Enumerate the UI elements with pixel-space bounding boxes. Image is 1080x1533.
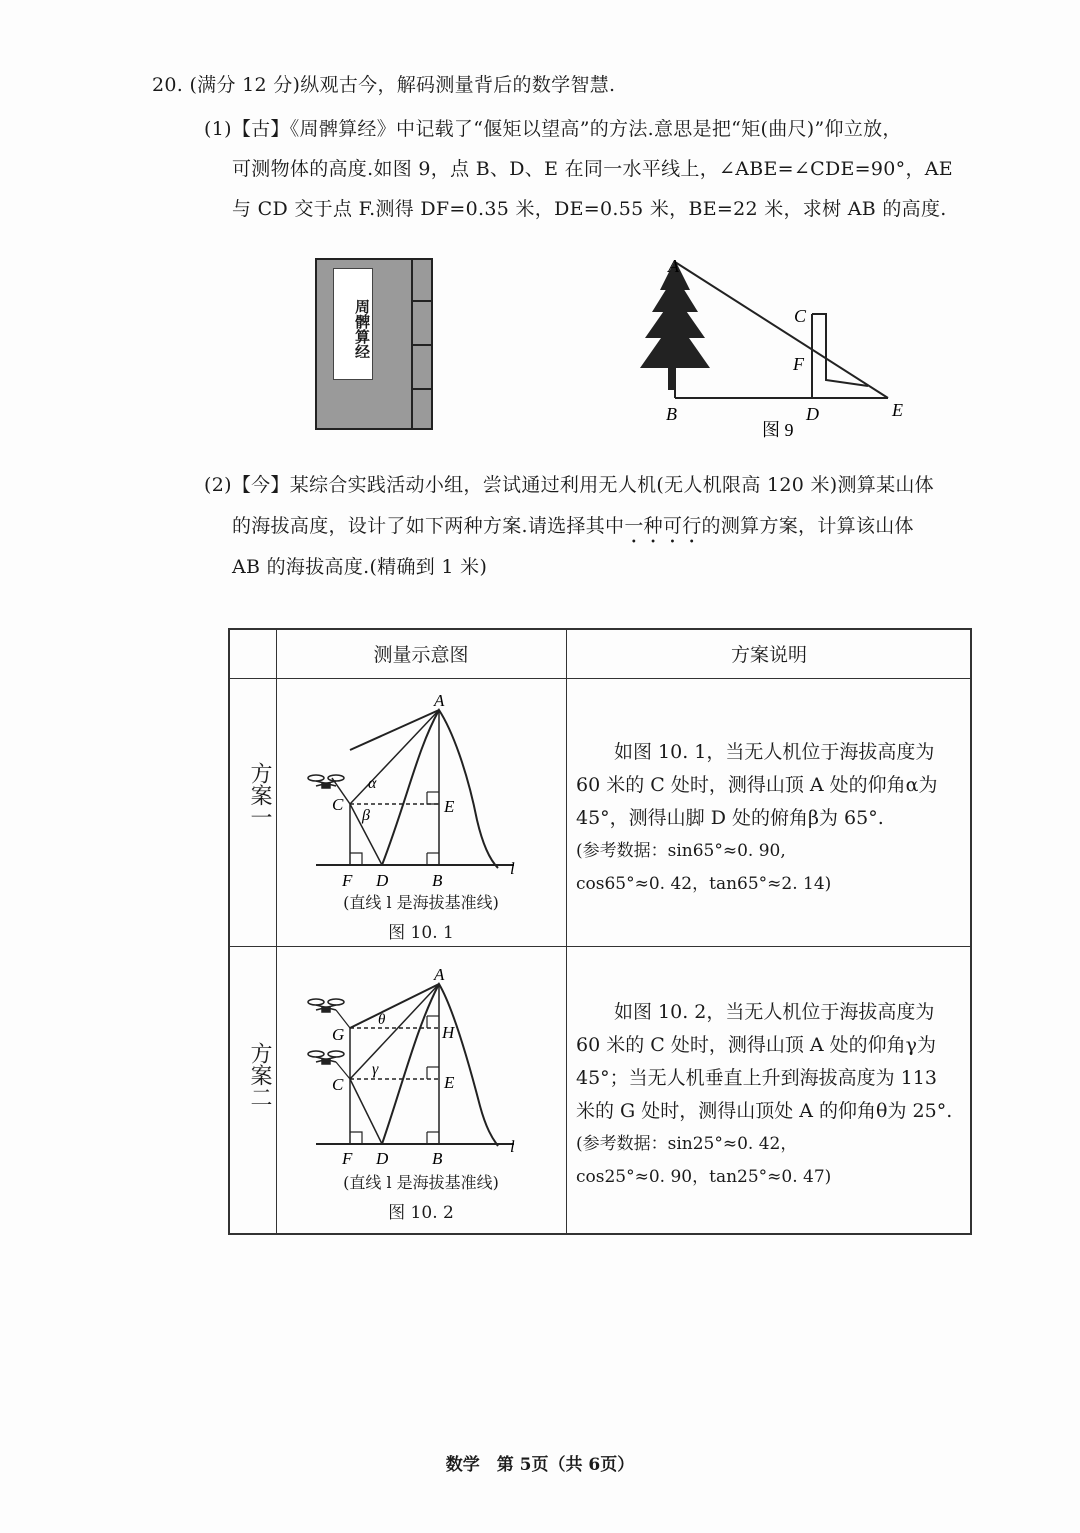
fig10-2-label-G: G — [332, 1025, 345, 1044]
fig10-2-label-C: C — [332, 1075, 344, 1094]
fig10-2-caption: 图 10. 2 — [388, 1203, 454, 1223]
fig10-2-label-A: A — [434, 966, 445, 984]
fig9-caption: 图 9 — [762, 420, 794, 440]
plans-table — [228, 628, 972, 1235]
fig9-label-F: F — [793, 354, 804, 374]
fig10-2-label-theta: θ — [378, 1012, 386, 1028]
plan2-desc-line1: 如图 10. 2，当无人机位于海拔高度为 — [614, 1001, 935, 1023]
fig10-1-label-l: l — [510, 859, 515, 878]
fig10-2-label-l: l — [510, 1137, 515, 1156]
fig10-1-label-F: F — [342, 871, 353, 890]
plan1-description — [576, 736, 961, 901]
plan2-description — [576, 996, 961, 1194]
plan2-label: 方案二 — [247, 1042, 272, 1108]
fig10-1-label-C: C — [332, 795, 344, 814]
part2-line1: (2)【今】某综合实践活动小组，尝试通过利用无人机(无人机限高 120 米)测算某山体 — [204, 474, 934, 496]
figure-10-2 — [302, 966, 552, 1176]
fig10-1-label-alpha: α — [368, 775, 377, 792]
fig10-2-label-gamma: γ — [372, 1061, 379, 1078]
drone-icon — [308, 1051, 344, 1064]
page-footer: 数学 第 5页（共 6页） — [445, 1455, 635, 1475]
plan1-desc-line2: 60 米的 C 处时，测得山顶 A 处的仰角α为 — [576, 774, 938, 796]
plan2-ref-line2: cos25°≈0. 90，tan25°≈0. 47) — [576, 1167, 832, 1187]
fig9-label-C: C — [794, 306, 807, 326]
part1-line3: 与 CD 交于点 F.测得 DF=0.35 米，DE=0.55 米，BE=22 米，求树 AB 的高度. — [232, 198, 947, 220]
header-diagram: 测量示意图 — [373, 644, 469, 666]
book-band — [411, 300, 433, 302]
fig10-1-label-B: B — [432, 871, 443, 890]
plan1-label: 方案一 — [247, 762, 272, 828]
fig10-2-label-D: D — [376, 1149, 389, 1168]
figure-9 — [630, 250, 920, 445]
emphasis-dots-text: 一种可行 — [624, 515, 702, 537]
drone-icon — [308, 775, 344, 788]
drone-icon — [308, 999, 344, 1012]
zhoubi-book-image — [315, 258, 433, 430]
question-number: 20. — [152, 74, 184, 96]
fig10-2-label-E: E — [444, 1073, 455, 1092]
book-band — [411, 388, 433, 390]
fig10-2-label-B: B — [432, 1149, 443, 1168]
plan2-ref-line1: (参考数据：sin25°≈0. 42， — [576, 1134, 798, 1154]
fig10-1-label-beta: β — [362, 807, 370, 824]
table-divider — [566, 630, 567, 1233]
plan1-desc-line1: 如图 10. 1，当无人机位于海拔高度为 — [614, 741, 935, 763]
fig10-2-label-F: F — [342, 1149, 353, 1168]
fig10-2-label-H: H — [442, 1023, 455, 1042]
part1-line1: (1)【古】《周髀算经》中记载了“偃矩以望高”的方法.意思是把“矩(曲尺)”仰立放， — [204, 118, 902, 140]
fig9-label-B: B — [666, 404, 677, 424]
header-description: 方案说明 — [730, 644, 807, 666]
plan1-ref-line2: cos65°≈0. 42，tan65°≈2. 14) — [576, 874, 832, 894]
fig10-1-note: (直线 l 是海拔基准线) — [343, 893, 499, 912]
part2-line2-a: 的海拔高度，设计了如下两种方案.请选择其中 — [232, 515, 625, 537]
part1-line2: 可测物体的高度.如图 9，点 B、D、E 在同一水平线上，∠ABE=∠CDE=90°，AE — [232, 158, 953, 180]
plan2-desc-line3: 45°；当无人机垂直上升到海拔高度为 113 — [576, 1067, 937, 1089]
book-title: 周髀算经 — [333, 268, 373, 380]
plan2-desc-line4: 米的 G 处时，测得山顶处 A 的仰角θ为 25°. — [576, 1100, 953, 1122]
plan2-desc-line2: 60 米的 C 处时，测得山顶 A 处的仰角γ为 — [576, 1034, 936, 1056]
question-intro: (满分 12 分)纵观古今，解码测量背后的数学智慧. — [189, 74, 616, 96]
fig10-1-label-D: D — [376, 871, 389, 890]
plan1-ref-line1: (参考数据：sin65°≈0. 90, — [576, 841, 786, 861]
figure-10-1 — [302, 690, 552, 900]
plan1-desc-line3: 45°，测得山脚 D 处的俯角β为 65°. — [576, 807, 884, 829]
fig10-2-note: (直线 l 是海拔基准线) — [343, 1173, 499, 1192]
part2-line3: AB 的海拔高度.(精确到 1 米) — [232, 556, 488, 578]
fig9-label-E: E — [892, 400, 903, 420]
fig10-1-label-A: A — [434, 691, 445, 710]
part2-line2 — [232, 511, 914, 548]
fig10-1-label-E: E — [444, 797, 455, 816]
question-heading — [152, 70, 615, 97]
table-divider — [230, 946, 970, 947]
fig10-1-caption: 图 10. 1 — [388, 923, 454, 943]
table-divider — [230, 678, 970, 679]
part2-line2-c: 的测算方案，计算该山体 — [701, 515, 914, 537]
fig9-label-A: A — [668, 256, 679, 276]
fig9-label-D: D — [806, 404, 819, 424]
book-band — [411, 344, 433, 346]
